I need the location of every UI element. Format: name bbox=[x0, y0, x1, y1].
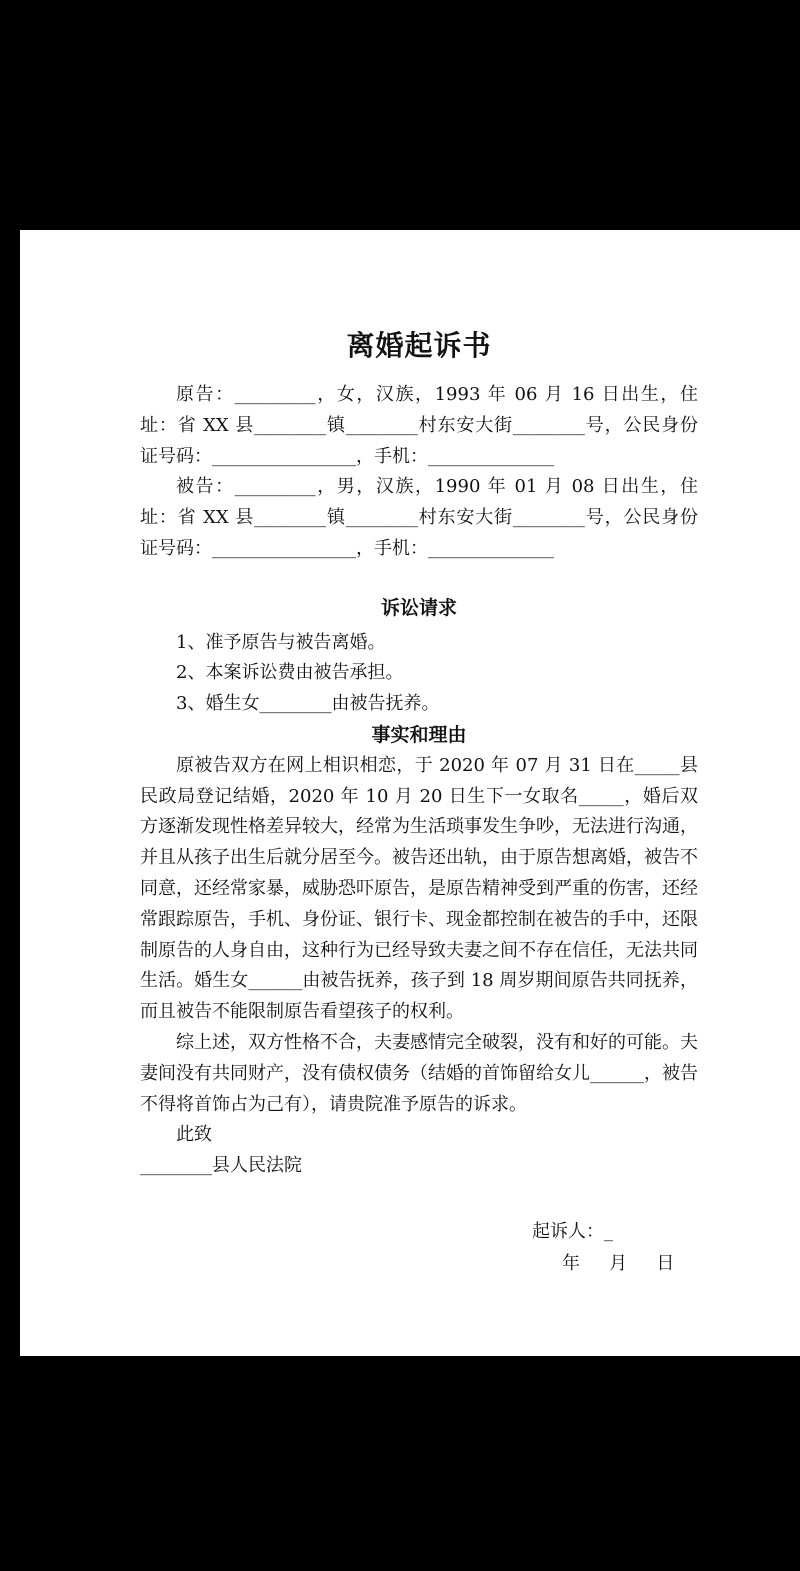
claim-item: 2、本案诉讼费由被告承担。 bbox=[176, 662, 404, 684]
facts-heading: 事实和理由 bbox=[371, 723, 467, 746]
date-line: 年 月 日 bbox=[562, 1253, 675, 1274]
document-page bbox=[20, 230, 800, 1356]
document-title: 离婚起诉书 bbox=[346, 329, 492, 362]
claim-item: 3、婚生女________由被告抚养。 bbox=[176, 693, 440, 715]
defendant-info: 被告：_________，男，汉族，1990 年 01 月 08 日出生，住址：省 XX 县________镇________村东安大街________号，公民身份证号码：________________，手机：______________ bbox=[140, 476, 698, 559]
claim-item: 1、准予原告与被告离婚。 bbox=[176, 631, 386, 653]
court-name: ________县人民法院 bbox=[140, 1155, 302, 1177]
plaintiff-info: 原告：_________，女，汉族，1993 年 06 月 16 日出生，住址：省 XX 县________镇________村东安大街________号，公民身份证号码：________________，手机：______________ bbox=[140, 384, 698, 467]
closing-salutation: 此致 bbox=[176, 1124, 212, 1146]
claims-heading: 诉讼请求 bbox=[380, 596, 457, 619]
document-body bbox=[140, 326, 698, 1182]
signature-line: 起诉人：_ bbox=[532, 1221, 613, 1242]
summary-paragraph: 综上述，双方性格不合，夫妻感情完全破裂，没有和好的可能。夫妻间没有共同财产，没有债权债务（结婚的首饰留给女儿______，被告不得将首饰占为己有），请贵院准予原告的诉求。 bbox=[140, 1031, 698, 1115]
facts-paragraph: 原被告双方在网上相识相恋，于 2020 年 07 月 31 日在_____县民政局登记结婚，2020 年 10 月 20 日生下一女取名_____，婚后双方逐渐发现性格差异较大，经常为生活琐事发生争吵，无法进行沟通，并且从孩子出生后就分居至今。被告还出轨，由于原告想离婚，被告不同意，还经常家暴，威胁恐吓原告，是原告精神受到严重的伤害，还经常跟踪原告，手机、身份证、银行卡、现金都控制在被告的手中，还限制原告的人身自由，这种行为已经导致夫妻之间不存在信任，无法共同生活。婚生女______由被告抚养，孩子到 18 周岁期间原告共同抚养，而且被告不能限制原告看望孩子的权利。 bbox=[140, 754, 698, 1023]
